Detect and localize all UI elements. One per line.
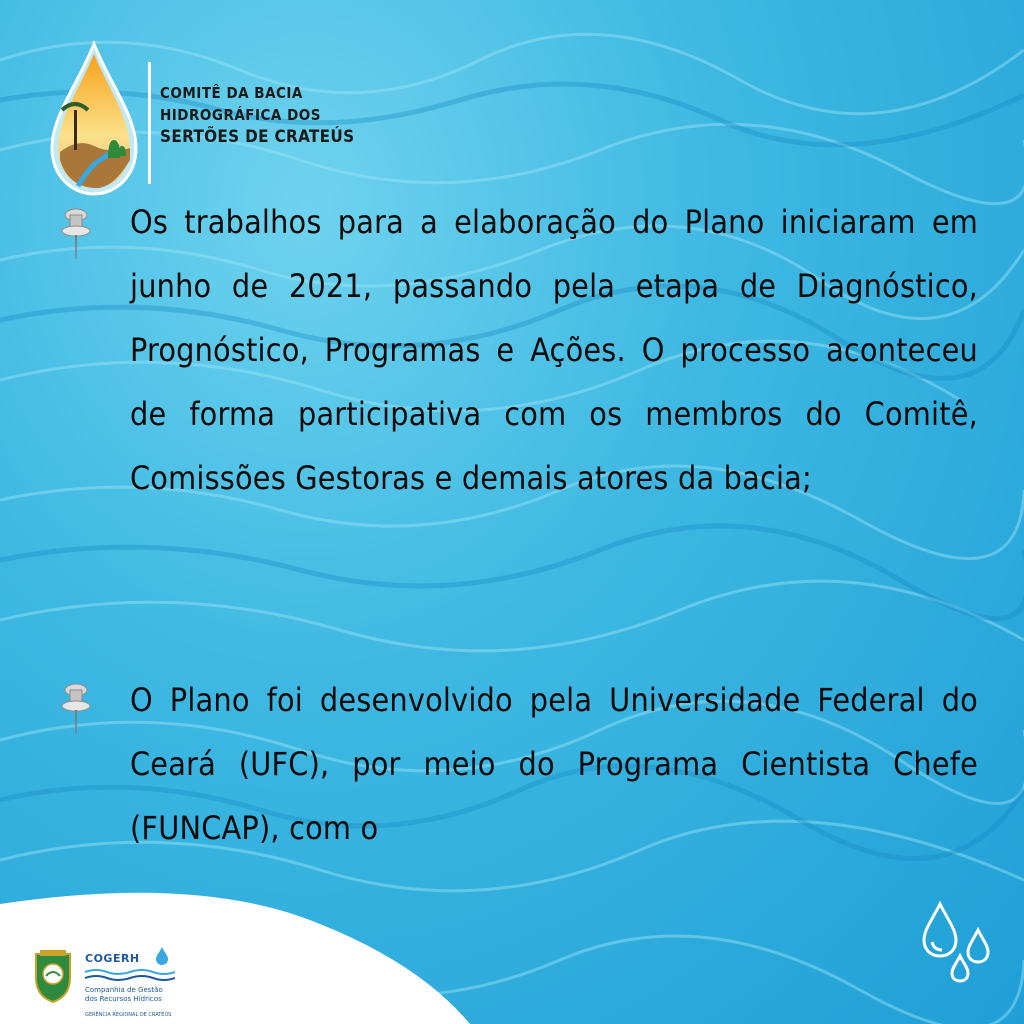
pushpin-icon	[58, 680, 94, 736]
logo-text	[160, 82, 354, 148]
water-drop-logo-icon	[48, 40, 140, 198]
ceara-coat-of-arms-icon	[30, 948, 76, 1004]
cogerh-region: GERÊNCIA REGIONAL DE CRATEÚS	[85, 1012, 172, 1018]
logo-line-1: COMITÊ DA BACIA	[160, 84, 303, 102]
paragraph-plan-phases: Os trabalhos para a elaboração do Plano iniciaram em junho de 2021, passando pela etapa de Diagnóstico, Prognóstico, Programas e Ações. O processo aconteceu de forma participativa com os membros do Comitê, Comissões Gestoras e demais atores da bacia;	[130, 203, 978, 497]
pushpin-icon	[58, 205, 94, 261]
cogerh-logo	[85, 946, 185, 1016]
footer-logos	[30, 940, 470, 1024]
committee-logo	[48, 40, 358, 200]
logo-separator	[148, 62, 151, 184]
paragraph-plan-developer: O Plano foi desenvolvido pela Universidade Federal do Ceará (UFC), por meio do Programa Cientista Chefe (FUNCAP), com o	[130, 681, 978, 847]
logo-line-3: SERTÕES DE CRATEÚS	[160, 127, 355, 147]
cogerh-drop-icon	[155, 946, 169, 966]
cogerh-description: Companhia de Gestão dos Recursos Hídricos	[85, 986, 163, 1003]
cogerh-name: COGERH	[85, 952, 140, 965]
water-drops-icon	[918, 900, 994, 986]
logo-line-2: HIDROGRÁFICA DOS	[160, 106, 321, 124]
cogerh-waves-icon	[85, 968, 175, 982]
